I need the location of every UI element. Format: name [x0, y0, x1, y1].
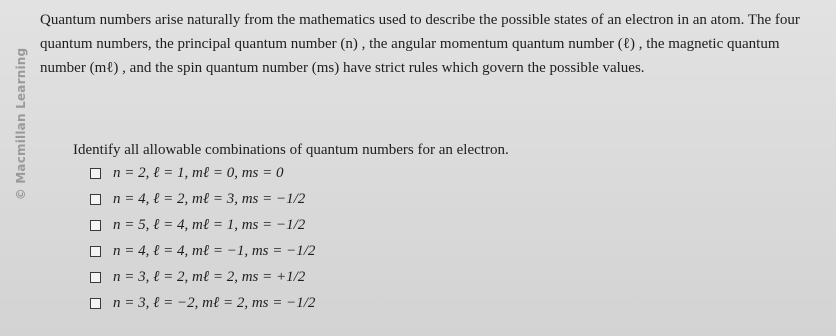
- option-label: n = 3, ℓ = 2, mℓ = 2, ms = +1/2: [113, 268, 306, 285]
- copyright-watermark: [9, 14, 33, 234]
- answer-option[interactable]: [90, 238, 315, 264]
- answer-options: [90, 160, 315, 316]
- option-label: n = 2, ℓ = 1, mℓ = 0, ms = 0: [113, 164, 284, 181]
- checkbox[interactable]: [90, 220, 101, 231]
- question-prompt: Identify all allowable combinations of quantum numbers for an electron.: [73, 142, 509, 158]
- option-label: n = 3, ℓ = −2, mℓ = 2, ms = −1/2: [113, 294, 316, 311]
- intro-paragraph: Quantum numbers arise naturally from the mathematics used to describe the possible states of an electron in an atom. The four quantum numbers, the principal quantum number (n) , the angular momentum quantum number (ℓ) , the magnetic quantum number (mℓ) , and the spin quantum number (ms) have strict rules which govern the possible values.: [40, 12, 800, 76]
- checkbox[interactable]: [90, 298, 101, 309]
- answer-option[interactable]: [90, 264, 315, 290]
- checkbox[interactable]: [90, 168, 101, 179]
- checkbox[interactable]: [90, 246, 101, 257]
- option-label: n = 4, ℓ = 2, mℓ = 3, ms = −1/2: [113, 190, 306, 207]
- answer-option[interactable]: [90, 186, 315, 212]
- answer-option[interactable]: [90, 290, 315, 316]
- checkbox[interactable]: [90, 194, 101, 205]
- option-label: n = 5, ℓ = 4, mℓ = 1, ms = −1/2: [113, 216, 306, 233]
- option-label: n = 4, ℓ = 4, mℓ = −1, ms = −1/2: [113, 242, 316, 259]
- checkbox[interactable]: [90, 272, 101, 283]
- answer-option[interactable]: [90, 160, 315, 186]
- answer-option[interactable]: [90, 212, 315, 238]
- watermark-text: © Macmillan Learning: [14, 47, 28, 201]
